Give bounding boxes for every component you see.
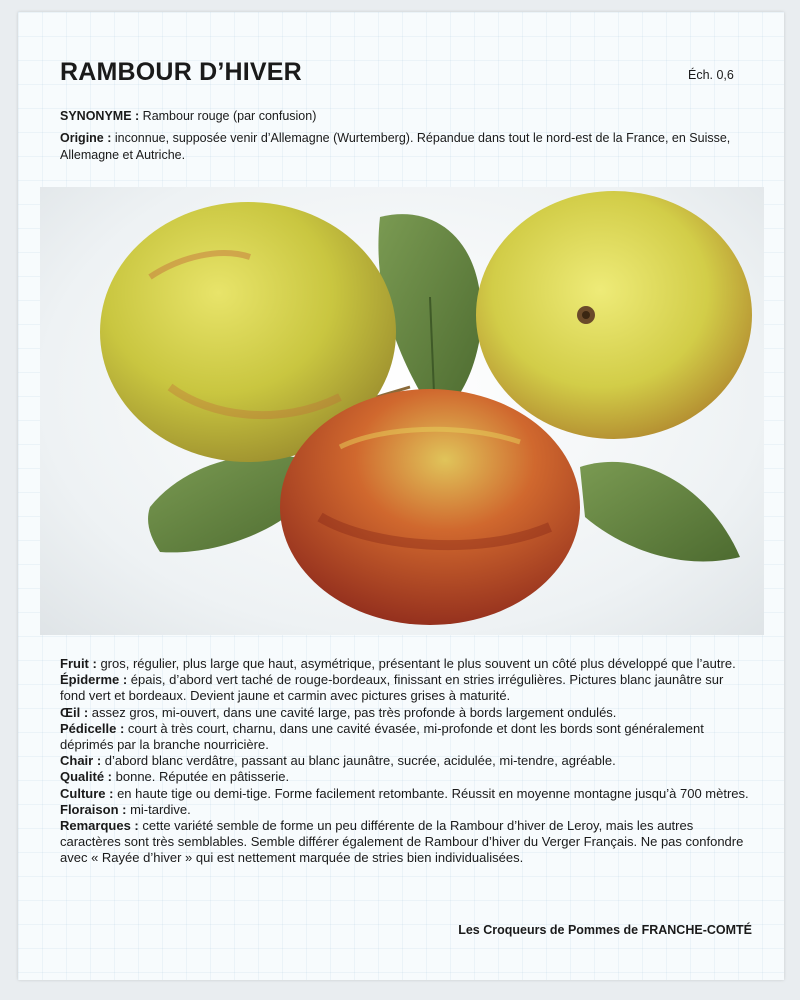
- synonyme-label: SYNONYME :: [60, 109, 140, 123]
- apple-right: [476, 191, 752, 439]
- footer-credit: Les Croqueurs de Pommes de FRANCHE-COMTÉ: [458, 923, 752, 937]
- apple-photo: [40, 187, 764, 635]
- scale-label: Éch. 0,6: [688, 68, 734, 82]
- description: [60, 656, 750, 867]
- synonyme-line: [60, 108, 750, 125]
- desc-oeil: Œil : assez gros, mi-ouvert, dans une cavité large, pas très profonde à bords largement ondulés.: [60, 704, 617, 720]
- apple-bottom: [280, 389, 580, 625]
- desc-remarques: Remarques : cette variété semble de forme un peu différente de la Rambour d’hiver de Leroy, mais les autres caractères sont très semblables. Semble différer également de Rambour d’hiver du Verger Français. Ne pas confondre avec « Rayée d’hiver » qui est nettement marquée de stries bien individualisées.: [60, 818, 744, 866]
- desc-fruit: Fruit : gros, régulier, plus large que haut, asymétrique, présentant le plus souvent un côté plus développé que l’autre.: [60, 656, 736, 671]
- desc-epiderme: Épiderme : épais, d’abord vert taché de rouge-bordeaux, finissant en stries irrégulières. Pictures blanc jaunâtre sur fond vert et bordeaux. Devient jaune et carmin avec pictures grises à maturité.: [60, 672, 724, 704]
- origine-text: inconnue, supposée venir d’Allemagne (Wurtemberg). Répandue dans tout le nord-est de la France, en Suisse, Allemagne et Autriche.: [60, 131, 731, 162]
- desc-floraison: Floraison : mi-tardive.: [60, 801, 191, 817]
- origine-line: [60, 130, 750, 164]
- origine-label: Origine :: [60, 131, 112, 145]
- desc-chair: Chair : d’abord blanc verdâtre, passant au blanc jaunâtre, sucrée, acidulée, mi-tendre, agréable.: [60, 753, 616, 769]
- page-title: RAMBOUR D’HIVER: [60, 58, 302, 86]
- desc-culture: Culture : en haute tige ou demi-tige. Forme facilement retombante. Réussit en moyenne montagne jusqu’à 700 mètres.: [60, 785, 749, 801]
- synonyme-text: Rambour rouge (par confusion): [139, 109, 317, 123]
- desc-pedicelle: Pédicelle : court à très court, charnu, dans une cavité évasée, mi-profonde et dont les bords sont généralement déprimés par la branche nourricière.: [60, 720, 704, 753]
- desc-qualite: Qualité : bonne. Réputée en pâtisserie.: [60, 769, 290, 785]
- leaf-right: [580, 462, 740, 562]
